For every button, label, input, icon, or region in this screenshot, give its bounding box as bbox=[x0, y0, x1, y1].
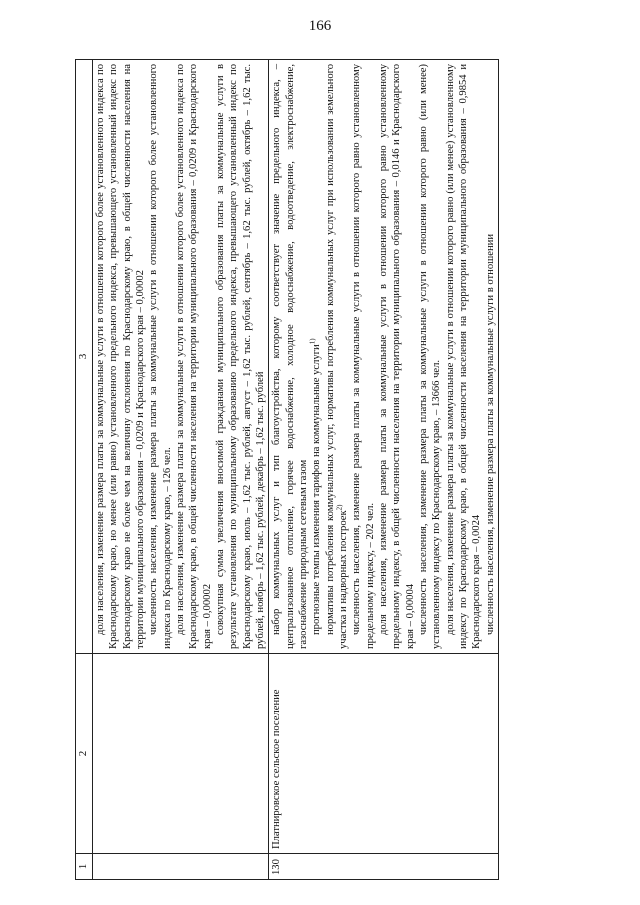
table-row-continued bbox=[92, 60, 268, 880]
text-paragraph: набор коммунальных услуг и тип благоустройства, которому соответствует значение предельного индекса, – централизованное отопление, горячее водоснабжение, холодное водоснабжение, водоотведение, электроснабжение, газоснабжение природным сетевым газом bbox=[271, 64, 310, 649]
text-paragraph: численность населения, изменение размера платы за коммунальные услуги в отношении которого равно (или менее) установленному индексу по Краснодарскому краю, – 13666 чел. bbox=[418, 64, 443, 649]
header-col-2: 2 bbox=[76, 654, 93, 854]
text-paragraph: численность населения, изменение размера платы за коммунальные услуги в отношении bbox=[484, 233, 496, 635]
header-row bbox=[76, 60, 93, 880]
row-cont-number bbox=[92, 854, 268, 880]
data-table bbox=[75, 59, 499, 880]
text-paragraph: доля населения, изменение размера платы за коммунальные услуги в отношении которого более установленного индекса по Краснодарскому краю, но менее (или равно) установленного предельного индекса, превышающего установленный индекс по Краснодарскому краю не более чем на величину отклонения по Краснодарскому краю, в общей численности населения на территории муниципального образования – 0,0209 и Краснодарского края – 0,00002 bbox=[94, 64, 146, 649]
header-col-1: 1 bbox=[76, 854, 93, 880]
text-paragraph: совокупная сумма увеличения вносимой гражданами муниципального образования платы за коммунальные услуги в результате установления по муниципальному образованию предельного индекса, превышающего установленный индекс по Краснодарскому краю, июль – 1,62 тыс. рублей, август – 1,62 тыс. рублей, сентябрь – 1,62 тыс. рублей, октябрь – 1,62 тыс. рублей, ноябрь – 1,62 тыс. рублей, декабрь – 1,62 тыс. рублей bbox=[214, 64, 266, 649]
text-paragraph: доля населения, изменение размера платы за коммунальные услуги в отношении которого равно (или менее) установленному индексу по Краснодарскому краю, в общей численности населения на территории муниципального образования – 0,9854 и Краснодарского края – 0,0024 bbox=[444, 64, 483, 649]
text-paragraph: численность населения, изменение размера платы за коммунальные услуги в отношении которого равно установленному предельному индексу, – 202 чел. bbox=[351, 64, 376, 649]
row-cont-description bbox=[92, 60, 268, 654]
page-number: 166 bbox=[308, 18, 332, 34]
text-paragraph: численность населения, изменение размера платы за коммунальные услуги в отношении которого более установленного индекса по Краснодарскому краю, – 126 чел. bbox=[148, 64, 173, 649]
rotated-table-container bbox=[75, 60, 575, 880]
table-row-130 bbox=[269, 60, 499, 880]
text-paragraph bbox=[310, 64, 323, 649]
row-130-description bbox=[269, 60, 499, 654]
footnote-marker: 2) bbox=[335, 504, 344, 511]
text-paragraph: доля населения, изменение размера платы за коммунальные услуги в отношении которого равно установленному предельному индексу, в общей численности населения на территории муниципального образования – 0,0146 и Краснодарского края – 0,00004 bbox=[378, 64, 416, 649]
row-130-number: 130 bbox=[269, 854, 499, 880]
text-paragraph bbox=[324, 64, 351, 649]
text-paragraph: доля населения, изменение размера платы за коммунальные услуги в отношении которого более установленного индекса по Краснодарскому краю, в общей численности населения на территории муниципального образования – 0,0209 и Краснодарского края – 0,00002 bbox=[174, 64, 213, 649]
row-130-name: Платнировское сельское поселение bbox=[269, 654, 499, 854]
footnote-marker: 1) bbox=[308, 338, 317, 345]
header-col-3: 3 bbox=[76, 60, 93, 654]
row-cont-name bbox=[92, 654, 268, 854]
text-span: прогнозные темпы изменения тарифов на коммунальные услуги bbox=[311, 344, 323, 635]
text-span: нормативы потребления коммунальных услуг, нормативы потребления коммунальных услуг при использовании земельного участка и надворных построек bbox=[324, 64, 350, 649]
